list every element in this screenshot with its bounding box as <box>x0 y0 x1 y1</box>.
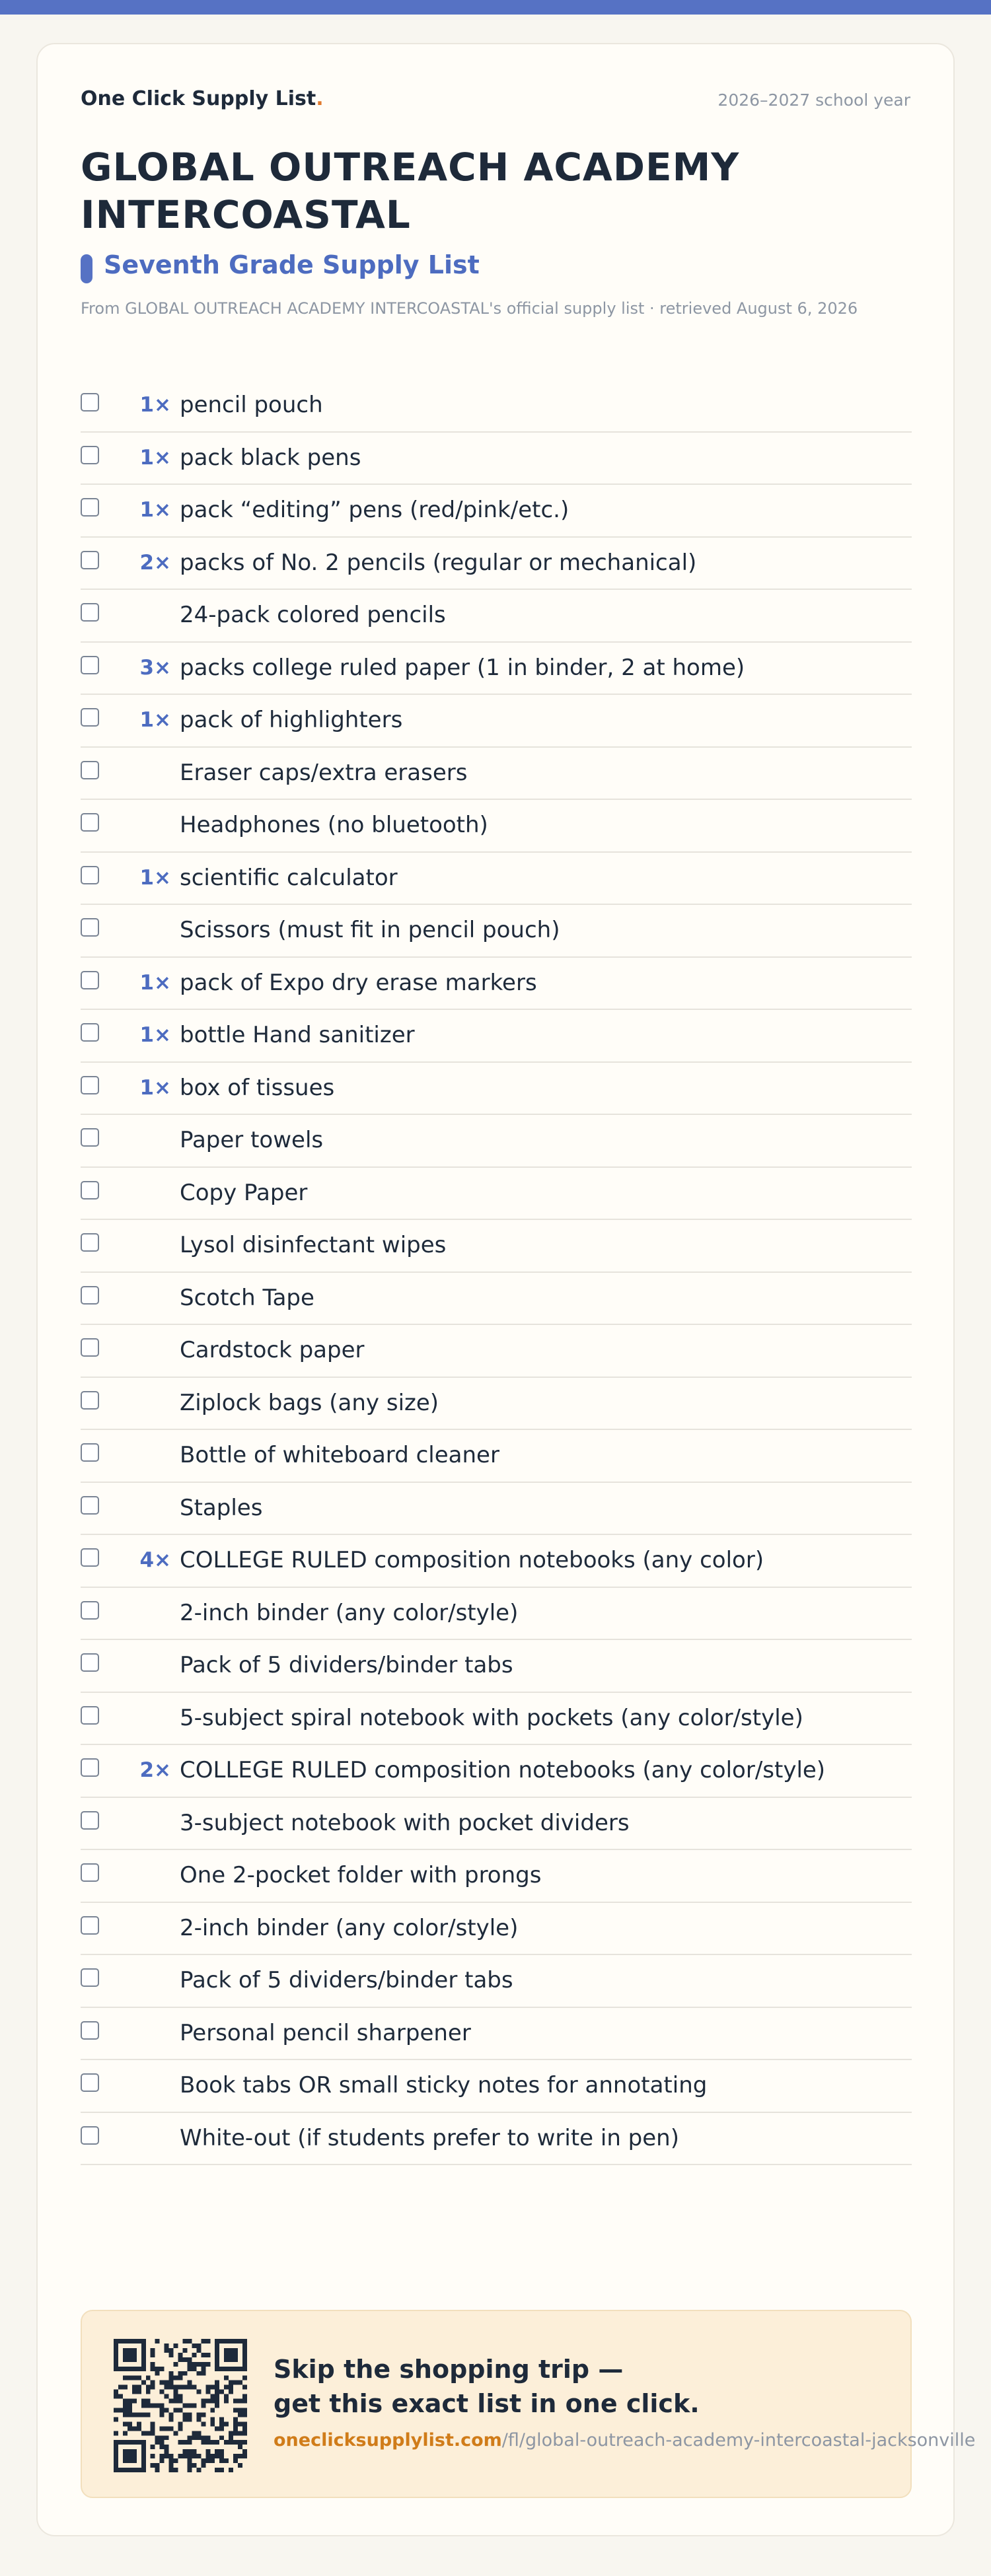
item-checkbox[interactable] <box>81 2126 99 2145</box>
cta-link[interactable] <box>274 2430 975 2451</box>
item-name: 2-inch binder (any color/style) <box>180 1914 519 1941</box>
item-quantity: 1× <box>139 393 171 417</box>
item-name: Staples <box>180 1494 263 1521</box>
supply-item <box>81 1273 912 1326</box>
supply-item <box>81 1063 912 1116</box>
item-name: Pack of 5 dividers/binder tabs <box>180 1967 513 1993</box>
item-checkbox[interactable] <box>81 1338 99 1357</box>
item-checkbox[interactable] <box>81 2073 99 2092</box>
item-checkbox[interactable] <box>81 656 99 674</box>
cta-link-domain: oneclicksupplylist.com <box>274 2430 502 2451</box>
item-name: Eraser caps/extra erasers <box>180 759 468 786</box>
item-checkbox[interactable] <box>81 1601 99 1620</box>
item-name: Book tabs OR small sticky notes for annotating <box>180 2072 708 2098</box>
item-name: bottle Hand sanitizer <box>180 1022 415 1048</box>
cta-box <box>81 2310 976 2498</box>
supply-item <box>81 1693 912 1746</box>
supply-item <box>81 1850 912 1903</box>
supply-item <box>81 433 912 485</box>
item-name: Lysol disinfectant wipes <box>180 1232 447 1258</box>
item-checkbox[interactable] <box>81 1653 99 1672</box>
item-name: box of tissues <box>180 1074 335 1101</box>
item-quantity: 4× <box>139 1548 171 1572</box>
item-name: pack of Expo dry erase markers <box>180 969 537 996</box>
item-quantity: 3× <box>139 655 171 680</box>
supply-item <box>81 1955 912 2008</box>
item-name: Bottle of whiteboard cleaner <box>180 1442 499 1468</box>
item-checkbox[interactable] <box>81 446 99 464</box>
supply-item <box>81 1483 912 1536</box>
item-checkbox[interactable] <box>81 1233 99 1252</box>
item-checkbox[interactable] <box>81 1443 99 1462</box>
item-name: 3-subject notebook with pocket dividers <box>180 1809 630 1836</box>
cta-link-path: /fl/global-outreach-academy-intercoastal-jacksonville <box>501 2430 976 2451</box>
item-quantity: 1× <box>139 708 171 732</box>
cta-line-1: Skip the shopping trip — <box>274 2355 624 2384</box>
supply-item <box>81 853 912 906</box>
item-quantity: 1× <box>139 498 171 522</box>
supply-item <box>81 643 912 696</box>
item-checkbox[interactable] <box>81 603 99 622</box>
supply-item <box>81 1430 912 1483</box>
school-year: 2026–2027 school year <box>717 90 910 110</box>
item-name: pack “editing” pens (red/pink/etc.) <box>180 497 569 523</box>
item-checkbox[interactable] <box>81 761 99 779</box>
cta-title <box>274 2352 700 2421</box>
item-name: Personal pencil sharpener <box>180 2019 471 2046</box>
item-name: Scissors (must fit in pencil pouch) <box>180 917 560 943</box>
item-name: Ziplock bags (any size) <box>180 1389 439 1416</box>
source-note: From GLOBAL OUTREACH ACADEMY INTERCOASTAL's official supply list · retrieved August 6, 2026 <box>81 299 858 318</box>
item-checkbox[interactable] <box>81 1496 99 1515</box>
supply-item <box>81 590 912 643</box>
item-checkbox[interactable] <box>81 1286 99 1305</box>
supply-item <box>81 1903 912 1956</box>
supply-item <box>81 380 912 433</box>
supply-list <box>81 380 912 2165</box>
supply-item <box>81 1325 912 1378</box>
item-checkbox[interactable] <box>81 551 99 569</box>
supply-item <box>81 1535 912 1588</box>
supply-item <box>81 800 912 853</box>
supply-item <box>81 748 912 801</box>
item-name: packs of No. 2 pencils (regular or mechanical) <box>180 549 697 576</box>
item-checkbox[interactable] <box>81 1076 99 1094</box>
supply-item <box>81 1640 912 1693</box>
item-name: Pack of 5 dividers/binder tabs <box>180 1652 513 1678</box>
school-name: GLOBAL OUTREACH ACADEMY INTERCOASTAL <box>81 145 740 237</box>
item-checkbox[interactable] <box>81 393 99 411</box>
item-checkbox[interactable] <box>81 498 99 517</box>
item-checkbox[interactable] <box>81 1811 99 1830</box>
grade-accent-bar <box>81 254 92 283</box>
item-name: 5-subject spiral notebook with pockets (any color/style) <box>180 1704 803 1731</box>
supply-item <box>81 1168 912 1221</box>
item-checkbox[interactable] <box>81 813 99 832</box>
supply-item <box>81 1745 912 1798</box>
item-quantity: 2× <box>139 550 171 575</box>
item-name: 2-inch binder (any color/style) <box>180 1599 519 1626</box>
supply-item <box>81 485 912 538</box>
supply-list-card <box>36 43 976 2536</box>
top-accent-bar <box>0 0 991 15</box>
item-name: packs college ruled paper (1 in binder, 2 at home) <box>180 654 745 681</box>
supply-item <box>81 538 912 590</box>
supply-item <box>81 1010 912 1063</box>
item-checkbox[interactable] <box>81 1916 99 1935</box>
item-checkbox[interactable] <box>81 1863 99 1882</box>
item-checkbox[interactable] <box>81 2021 99 2040</box>
item-quantity: 1× <box>139 970 171 995</box>
item-name: COLLEGE RULED composition notebooks (any color/style) <box>180 1757 826 1783</box>
supply-item <box>81 1588 912 1641</box>
brand-name: One Click Supply List <box>81 87 316 110</box>
item-checkbox[interactable] <box>81 971 99 989</box>
item-checkbox[interactable] <box>81 708 99 727</box>
item-checkbox[interactable] <box>81 866 99 884</box>
item-name: 24-pack colored pencils <box>180 602 446 628</box>
item-quantity: 1× <box>139 1075 171 1100</box>
supply-item <box>81 2008 912 2061</box>
supply-item <box>81 958 912 1011</box>
item-checkbox[interactable] <box>81 918 99 937</box>
item-quantity: 1× <box>139 1023 171 1047</box>
item-name: One 2-pocket folder with prongs <box>180 1862 542 1888</box>
item-name: Scotch Tape <box>180 1284 314 1311</box>
brand-dot: . <box>316 87 324 110</box>
item-quantity: 2× <box>139 1758 171 1782</box>
item-name: pack of highlighters <box>180 707 403 733</box>
supply-item <box>81 905 912 958</box>
grade-title: Seventh Grade Supply List <box>104 250 480 279</box>
item-name: White-out (if students prefer to write in pen) <box>180 2124 679 2151</box>
item-quantity: 1× <box>139 865 171 890</box>
item-checkbox[interactable] <box>81 1128 99 1147</box>
item-checkbox[interactable] <box>81 1391 99 1410</box>
item-checkbox[interactable] <box>81 1706 99 1725</box>
item-name: Paper towels <box>180 1127 324 1153</box>
item-checkbox[interactable] <box>81 1548 99 1567</box>
item-name: Copy Paper <box>180 1179 308 1206</box>
item-name: Cardstock paper <box>180 1337 365 1363</box>
item-checkbox[interactable] <box>81 1023 99 1042</box>
item-checkbox[interactable] <box>81 1758 99 1777</box>
supply-item <box>81 2113 912 2166</box>
supply-item <box>81 1220 912 1273</box>
item-checkbox[interactable] <box>81 1968 99 1987</box>
item-name: Headphones (no bluetooth) <box>180 812 488 838</box>
supply-item <box>81 2060 912 2113</box>
item-name: scientific calculator <box>180 864 398 891</box>
brand-logo[interactable] <box>81 87 324 110</box>
cta-line-2: get this exact list in one click. <box>274 2389 700 2418</box>
item-name: pack black pens <box>180 444 361 471</box>
item-name: COLLEGE RULED composition notebooks (any color) <box>180 1547 764 1573</box>
supply-item <box>81 695 912 748</box>
item-quantity: 1× <box>139 445 171 470</box>
supply-item <box>81 1115 912 1168</box>
item-checkbox[interactable] <box>81 1181 99 1199</box>
qr-code-icon[interactable] <box>114 2339 247 2472</box>
item-name: pencil pouch <box>180 392 323 418</box>
supply-item <box>81 1798 912 1851</box>
supply-item <box>81 1378 912 1431</box>
